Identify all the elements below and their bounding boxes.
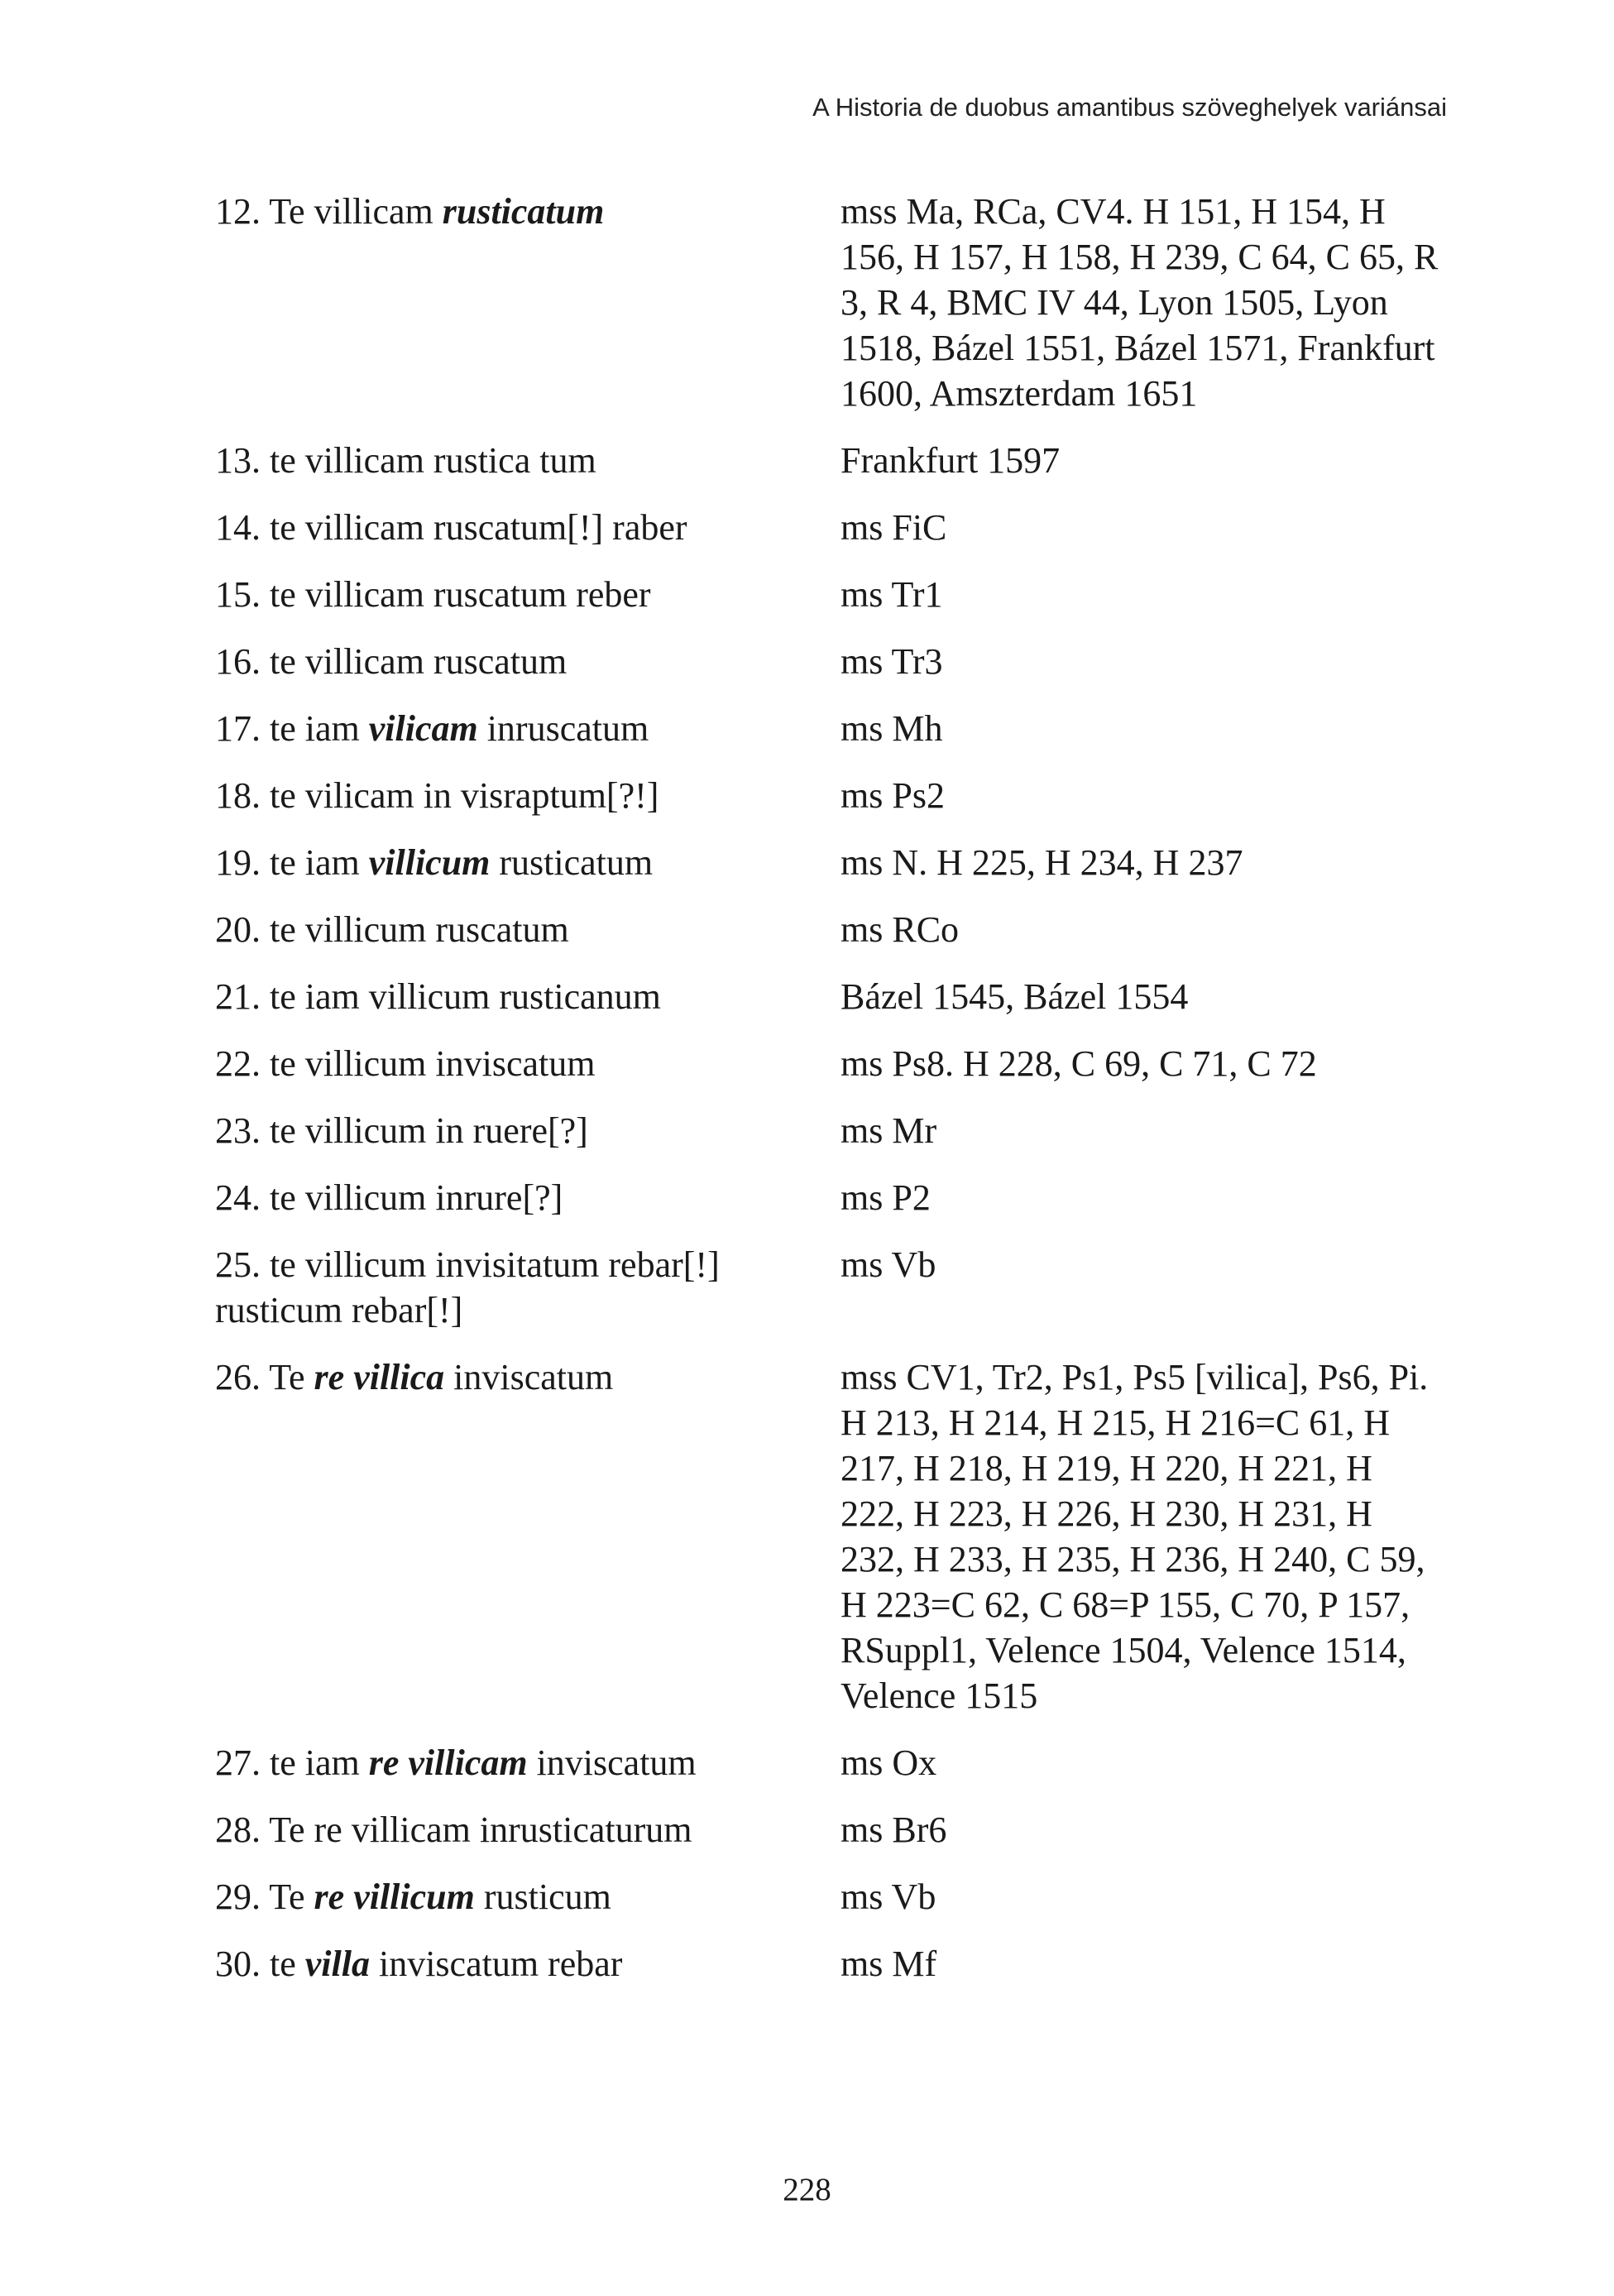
variant-sources: mss CV1, Tr2, Ps1, Ps5 [vilica], Ps6, Pi. H 213, H 214, H 215, H 216=C 61, H 217, H 218, H 219, H 220, H 221, H 222, H 223, H 226, H 230, H 231, H 232, H 233, H 235, H 236, H 240, C 59, H 223=C 62, C 68=P 155, C 70, P 157, RSuppl1, Velence 1504, Velence 1514, Velence 1515	[841, 1357, 1429, 1716]
variant-text: inruscatum	[477, 708, 649, 749]
variant-row	[215, 1807, 1439, 1853]
variant-sources: ms RCo	[841, 909, 960, 950]
variant-text: 17. te iam	[215, 708, 369, 749]
variant-sources: ms Ox	[841, 1742, 937, 1783]
variant-text: rusticatum	[490, 842, 654, 883]
variant-emphasis: villicum	[368, 842, 491, 883]
variant-reading	[215, 773, 841, 818]
variant-text: 15. te villicam ruscatum reber	[215, 574, 651, 615]
variant-text: 20. te villicum ruscatum	[215, 909, 569, 950]
variant-emphasis: villa	[304, 1944, 370, 1984]
variant-text: 23. te villicum in ruere[?]	[215, 1110, 588, 1151]
variant-reading	[215, 907, 841, 952]
variant-text: 22. te villicum inviscatum	[215, 1043, 596, 1084]
variant-reading	[215, 1941, 841, 1987]
variant-row	[215, 438, 1439, 483]
variant-sources: ms Ps2	[841, 775, 945, 816]
variant-sources: ms Vb	[841, 1244, 936, 1285]
variant-reading	[215, 1740, 841, 1786]
variant-text: 29. Te	[215, 1877, 314, 1917]
variant-sources: ms Tr3	[841, 641, 943, 682]
running-header: A Historia de duobus amantibus szöveghelyek variánsai	[812, 93, 1447, 122]
variant-emphasis: re villicam	[368, 1742, 528, 1783]
variant-reading	[215, 1354, 841, 1718]
variant-reading	[215, 706, 841, 751]
variant-text: 16. te villicam ruscatum	[215, 641, 568, 682]
variant-sources: ms FiC	[841, 507, 947, 548]
variant-sources: ms Vb	[841, 1877, 936, 1917]
variant-sources: ms Mh	[841, 708, 943, 749]
variant-reading	[215, 505, 841, 550]
variant-sources: ms Tr1	[841, 574, 943, 615]
variant-list	[215, 189, 1439, 2008]
variant-reading	[215, 840, 841, 885]
variant-sources: ms Mr	[841, 1110, 937, 1151]
variant-row	[215, 1874, 1439, 1920]
page-number: 228	[783, 2172, 831, 2207]
variant-sources: Bázel 1545, Bázel 1554	[841, 976, 1189, 1017]
variant-reading	[215, 974, 841, 1019]
variant-text: 19. te iam	[215, 842, 369, 883]
variant-text: 18. te vilicam in visraptum[?!]	[215, 775, 659, 816]
variant-emphasis: vilicam	[368, 708, 478, 749]
variant-row	[215, 1242, 1439, 1333]
variant-row	[215, 773, 1439, 818]
variant-row	[215, 572, 1439, 617]
variant-text: 28. Te re villicam inrusticaturum	[215, 1809, 692, 1850]
variant-reading	[215, 572, 841, 617]
variant-row	[215, 907, 1439, 952]
variant-text: rusticum	[474, 1877, 611, 1917]
variant-text: 26. Te	[215, 1357, 314, 1397]
variant-sources: mss Ma, RCa, CV4. H 151, H 154, H 156, H 157, H 158, H 239, C 64, C 65, R 3, R 4, BMC IV 44, Lyon 1505, Lyon 1518, Bázel 1551, Bázel 1571, Frankfurt 1600, Amszterdam 1651	[841, 191, 1439, 414]
variant-reading	[215, 639, 841, 684]
variant-emphasis: rusticatum	[442, 191, 605, 232]
variant-text: 21. te iam villicum rusticanum	[215, 976, 661, 1017]
variant-text: 24. te villicum inrure[?]	[215, 1177, 563, 1218]
variant-text: inviscatum	[444, 1357, 614, 1397]
variant-sources: ms N. H 225, H 234, H 237	[841, 842, 1243, 883]
variant-text: inviscatum	[527, 1742, 697, 1783]
variant-text: 12. Te villicam	[215, 191, 443, 232]
variant-reading	[215, 189, 841, 416]
variant-row	[215, 1740, 1439, 1786]
variant-text: 25. te villicum invisitatum rebar[!] rusticum rebar[!]	[215, 1244, 720, 1330]
variant-reading	[215, 438, 841, 483]
variant-row	[215, 189, 1439, 416]
variant-row	[215, 1941, 1439, 1987]
variant-row	[215, 706, 1439, 751]
variant-reading	[215, 1175, 841, 1220]
variant-sources: ms P2	[841, 1177, 931, 1218]
variant-row	[215, 1354, 1439, 1718]
variant-reading	[215, 1041, 841, 1086]
variant-row	[215, 1175, 1439, 1220]
variant-row	[215, 505, 1439, 550]
variant-row	[215, 639, 1439, 684]
variant-row	[215, 974, 1439, 1019]
variant-text: 13. te villicam rustica tum	[215, 440, 596, 481]
variant-emphasis: re villicum	[314, 1877, 475, 1917]
variant-text: 30. te	[215, 1944, 305, 1984]
variant-emphasis: re villica	[314, 1357, 445, 1397]
variant-reading	[215, 1108, 841, 1153]
variant-sources: Frankfurt 1597	[841, 440, 1061, 481]
variant-sources: ms Ps8. H 228, C 69, C 71, C 72	[841, 1043, 1317, 1084]
variant-reading	[215, 1807, 841, 1853]
variant-row	[215, 840, 1439, 885]
variant-sources: ms Mf	[841, 1944, 937, 1984]
variant-row	[215, 1041, 1439, 1086]
variant-text: 14. te villicam ruscatum[!] raber	[215, 507, 687, 548]
variant-reading	[215, 1874, 841, 1920]
variant-text: 27. te iam	[215, 1742, 369, 1783]
variant-reading	[215, 1242, 841, 1333]
variant-sources: ms Br6	[841, 1809, 947, 1850]
variant-row	[215, 1108, 1439, 1153]
variant-text: inviscatum rebar	[369, 1944, 623, 1984]
